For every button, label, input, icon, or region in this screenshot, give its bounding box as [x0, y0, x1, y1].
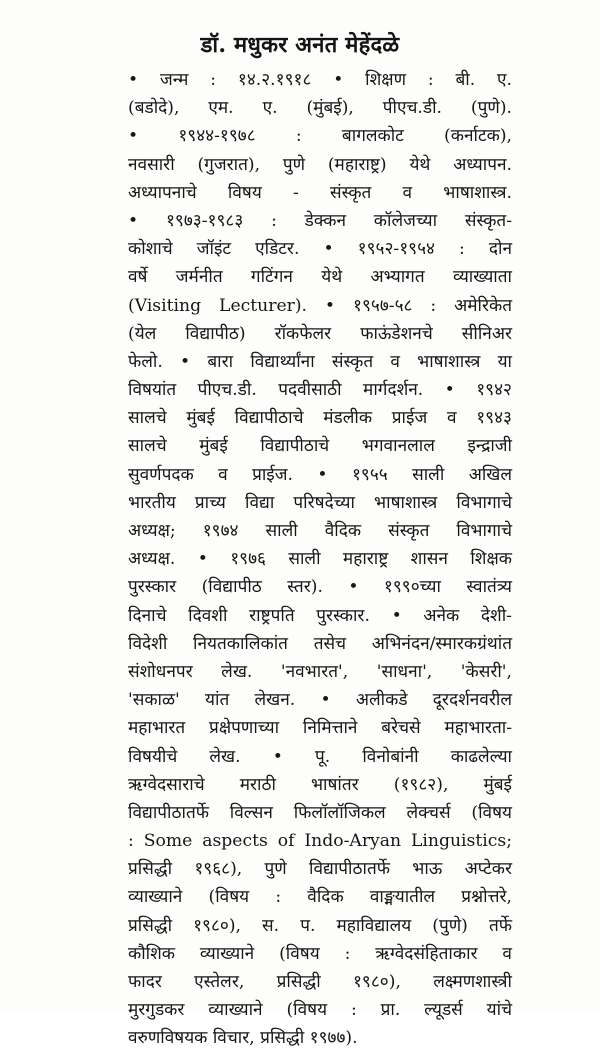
text-line: • १९७३-१९८३ : डेक्कन कॉलेजच्या संस्कृत- — [128, 210, 512, 231]
text-line: • १९४४-१९७८ : बागलकोट (कर्नाटक), — [128, 126, 512, 147]
text-line: दिनाचे दिवशी राष्ट्रपति पुरस्कार. • अनेक देशी- — [128, 605, 512, 626]
text-line: सुवर्णपदक व प्राईज. • १९५५ साली अखिल — [128, 464, 512, 485]
text-line: महाभारत प्रक्षेपणाच्या निमित्ताने बरेचसे महाभारता- — [128, 718, 512, 739]
text-line: (येल विद्यापीठ) रॉकफेलर फाऊंडेशनचे सीनिअर — [128, 323, 512, 344]
text-line: अध्यक्ष; १९७४ साली वैदिक संस्कृत विभागाचे — [128, 521, 512, 541]
text-line: सालचे मुंबई विद्यापीठाचे भगवानलाल इन्द्राजी — [128, 436, 512, 457]
author-title: डॉ. मधुकर अनंत मेहेंदळे — [200, 32, 400, 58]
text-line: पुरस्कार (विद्यापीठ स्तर). • १९९०च्या स्वातंत्र्य — [128, 577, 512, 598]
text-line: विदेशी नियतकालिकांत तसेच अभिनंदन/स्मारकग्रंथांत — [128, 633, 512, 654]
text-line: मुरगुडकर व्याख्याने (विषय : प्रा. ल्यूडर्स यांचे — [128, 1000, 512, 1021]
text-line: अध्यापनाचे विषय - संस्कृत व भाषाशास्त्र. — [128, 182, 512, 203]
text-line: (बडोदे), एम. ए. (मुंबई), पीएच.डी. (पुणे). — [128, 98, 512, 119]
text-line: नवसारी (गुजरात), पुणे (महाराष्ट्र) येथे अध्यापन. — [128, 154, 512, 175]
text-line: प्रसिद्धी १९८०), स. प. महाविद्यालय (पुणे) तर्फे — [128, 915, 512, 936]
text-line: व्याख्याने (विषय : वैदिक वाङ्मयातील प्रश्नोत्तरे, — [128, 887, 512, 908]
text-line: ऋग्वेदसाराचे मराठी भाषांतर (१९८२), मुंबई — [128, 774, 512, 795]
text-line: अध्यक्ष. • १९७६ साली महाराष्ट्र शासन शिक्षक — [128, 549, 512, 570]
text-line: वरुणविषयक विचार, प्रसिद्धी १९७७). — [128, 1028, 358, 1049]
text-line: संशोधनपर लेख. 'नवभारत', 'साधना', 'केसरी', — [128, 661, 512, 682]
biography-text — [128, 66, 512, 1053]
text-line: प्रसिद्धी १९६८), पुणे विद्यापीठातर्फे भाऊ अप्टेकर — [128, 859, 512, 880]
text-line: 'सकाळ' यांत लेखन. • अलीकडे दूरदर्शनवरील — [128, 690, 512, 711]
text-line: सालचे मुंबई विद्यापीठाचे मंडलीक प्राईज व १९४३ — [128, 408, 512, 429]
text-line: (Visiting Lecturer). • १९५७-५८ : अमेरिकेत — [128, 295, 512, 316]
text-line: कोशाचे जॉइंट एडिटर. • १९५२-१९५४ : दोन — [128, 239, 512, 260]
text-line: भारतीय प्राच्य विद्या परिषदेच्या भाषाशास्त्र विभागाचे — [128, 492, 512, 513]
text-line: : Some aspects of Indo-Aryan Linguistics; — [128, 831, 512, 852]
text-line: फादर एस्तेलर, प्रसिद्धी १९८०), लक्ष्मणशास्त्री — [128, 972, 512, 992]
text-line: फेलो. • बारा विद्यार्थ्यांना संस्कृत व भाषाशास्त्र या — [128, 351, 512, 372]
text-line: वर्षे जर्मनीत गटिंगन येथे अभ्यागत व्याख्याता — [128, 267, 512, 288]
text-line: विद्यापीठातर्फे विल्सन फिलॉलॉजिकल लेक्चर्स (विषय — [128, 802, 512, 823]
text-line: विषयीचे लेख. • पू. विनोबांनी काढलेल्या — [128, 746, 512, 767]
text-line: कौशिक व्याख्याने (विषय : ऋग्वेदसंहिताकार व — [128, 943, 512, 964]
text-line: विषयांत पीएच.डी. पदवीसाठी मार्गदर्शन. • १९४२ — [128, 380, 512, 401]
text-line: • जन्म : १४.२.१९१८ • शिक्षण : बी. ए. — [128, 70, 512, 90]
